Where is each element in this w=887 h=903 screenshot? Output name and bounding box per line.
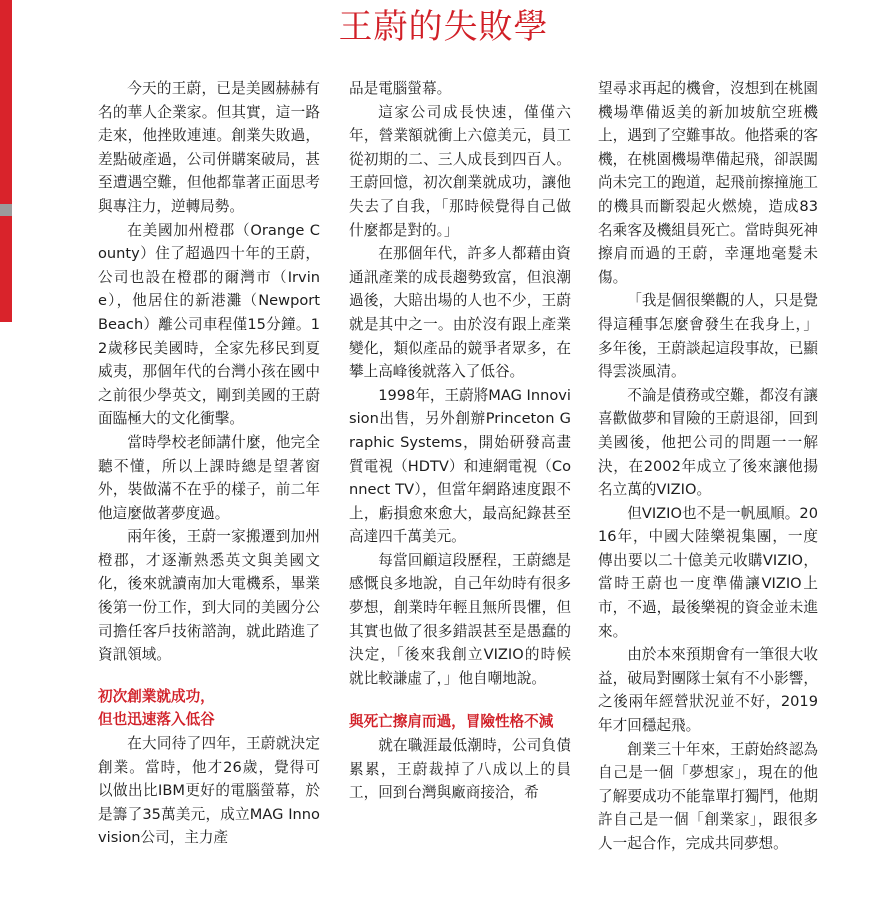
- section-heading-first-startup: [98, 685, 320, 732]
- paragraph: 這家公司成長快速，僅僅六年，營業額就衝上六億美元，員工從初期的二、三人成長到四百人。王蔚回憶，初次創業就成功，讓他失去了自我，「那時候覺得自己做什麼都是對的。」: [349, 103, 571, 239]
- paragraph: 兩年後，王蔚一家搬遷到加州橙郡，才逐漸熟悉英文與美國文化，後來就讀南加大電機系，畢業後第一份工作，到大同的美國分公司擔任客戶技術諮詢，就此踏進了資訊領域。: [98, 528, 320, 664]
- paragraph: 由於本來預期會有一筆很大收益，破局對團隊士氣有不小影響，之後兩年經營狀況並不好，2019年才回穩起飛。: [598, 646, 818, 735]
- section-heading-line: 初次創業就成功，: [98, 687, 215, 705]
- paragraph: 「我是個很樂觀的人，只是覺得這種事怎麼會發生在我身上，」多年後，王蔚談起這段事故，已顯得雲淡風清。: [598, 292, 818, 381]
- article-column-2: [349, 77, 571, 805]
- section-heading-line: 但也迅速落入低谷: [98, 711, 215, 729]
- paragraph: 不論是債務或空難，都沒有讓喜歡做夢和冒險的王蔚退卻，回到美國後，他把公司的問題一一解決，在2002年成立了後來讓他揚名立萬的VIZIO。: [598, 386, 818, 499]
- article-column-1: [98, 77, 320, 850]
- paragraph: 當時學校老師講什麼，他完全聽不懂，所以上課時總是望著窗外，裝做滿不在乎的樣子，前二年他這麼做著夢度過。: [98, 433, 320, 522]
- article-column-3: [598, 77, 818, 856]
- paragraph: 但VIZIO也不是一帆風順。2016年，中國大陸樂視集團，一度傳出要以二十億美元收購VIZIO，當時王蔚也一度準備讓VIZIO上市，不過，最後樂視的資金並未進來。: [598, 504, 818, 640]
- paragraph: 在美國加州橙郡（Orange County）住了超過四十年的王蔚，公司也設在橙郡的爾灣市（Irvine），他居住的新港灘（Newport Beach）離公司車程僅15分鐘。12歲移民美國時，全家先移民到夏威夷，那個年代的台灣小孩在國中之前很少學英文，剛到美國的王蔚面臨極大的文化衝擊。: [98, 221, 320, 428]
- paragraph: 1998年，王蔚將MAG Innovision出售，另外創辦Princeton Graphic Systems，開始研發高畫質電視（HDTV）和連網電視（Connect TV），但當年網路速度跟不上，虧損愈來愈大，最高紀錄甚至高達四千萬美元。: [349, 386, 571, 546]
- paragraph: 今天的王蔚，已是美國赫赫有名的華人企業家。但其實，這一路走來，他挫敗連連。創業失敗過，差點破產過，公司併購案破局，甚至遭遇空難，但他都靠著正面思考與專注力，逆轉局勢。: [98, 80, 320, 215]
- paragraph: 創業三十年來，王蔚始終認為自己是一個「夢想家」，現在的他了解要成功不能靠單打獨鬥，他期許自己是一個「創業家」，跟很多人一起合作，完成共同夢想。: [598, 740, 818, 852]
- paragraph-continued: 望尋求再起的機會，沒想到在桃園機場準備返美的新加坡航空班機上，遇到了空難事故。他搭乘的客機，在桃園機場準備起飛，卻誤闖尚未完工的跑道，起飛前擦撞施工的機具而斷裂起火燃燒，造成83名乘客及機組員死亡。當時與死神擦肩而過的王蔚，幸運地毫髮未傷。: [598, 80, 818, 286]
- paragraph: 在那個年代，許多人都藉由資通訊產業的成長趨勢致富，但浪潮過後，大賠出場的人也不少，王蔚就是其中之一。由於沒有跟上產業變化，類似產品的競爭者眾多，在攀上高峰後就落入了低谷。: [349, 245, 571, 381]
- paragraph: 就在職涯最低潮時，公司負債累累，王蔚裁掉了八成以上的員工，回到台灣與廠商接洽，希: [349, 737, 571, 802]
- article-title: 王蔚的失敗學: [338, 7, 549, 47]
- page-edge-gray-marker: [0, 204, 12, 216]
- paragraph: 在大同待了四年，王蔚就決定創業。當時，他才26歲，覺得可以做出比IBM更好的電腦螢幕，於是籌了35萬美元，成立MAG Innovision公司，主力產: [98, 735, 320, 847]
- paragraph: 每當回顧這段歷程，王蔚總是感慨良多地說，自己年幼時有很多夢想，創業時年輕且無所畏懼，但其實也做了很多錯誤甚至是愚蠢的決定，「後來我創立VIZIO的時候就比較謙虛了，」他自嘲地說。: [349, 551, 571, 687]
- section-heading-near-death: 與死亡擦肩而過，冒險性格不減: [349, 713, 554, 731]
- paragraph-continued: 品是電腦螢幕。: [349, 80, 452, 97]
